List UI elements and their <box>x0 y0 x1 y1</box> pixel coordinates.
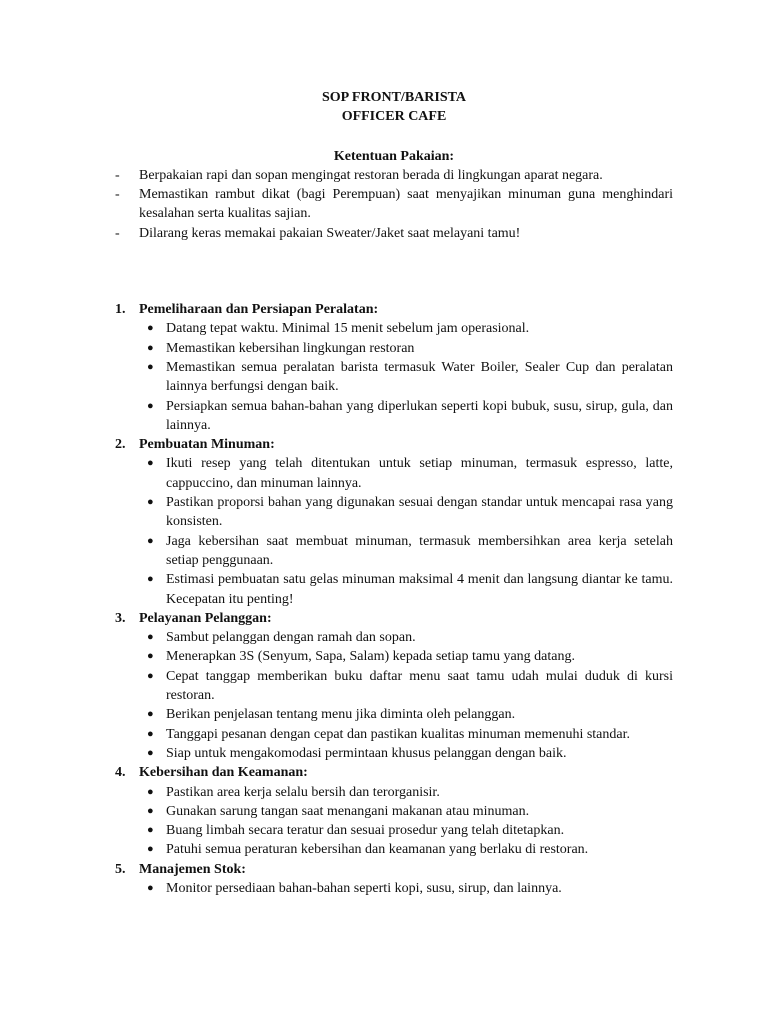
section-bullets <box>115 319 673 435</box>
list-item-text: Memastikan kebersihan lingkungan restoran <box>166 340 415 356</box>
list-item-text: Cepat tanggap memberikan buku daftar menu saat tamu udah mulai duduk di kursi restoran. <box>166 668 673 704</box>
bullet-icon: ● <box>147 727 154 740</box>
sop-section-3 <box>115 609 673 763</box>
section-number: 5. <box>115 861 126 877</box>
section-heading <box>115 860 673 879</box>
dash-marker: - <box>115 167 120 183</box>
section-title: Manajemen Stok: <box>139 861 246 877</box>
list-item-text: Pastikan proporsi bahan yang digunakan sesuai dengan standar untuk mencapai rasa yang konsisten. <box>166 495 673 530</box>
sop-section-5 <box>115 860 673 899</box>
section-number: 2. <box>115 437 126 453</box>
dress-code-item-text: Memastikan rambut dikat (bagi Perempuan) saat menyajikan minuman guna menghindari kesalahan serta kualitas sajian. <box>139 187 673 222</box>
sop-section-2 <box>115 435 673 609</box>
bullet-icon: ● <box>147 341 154 354</box>
dress-code-heading: Ketentuan Pakaian: <box>333 148 455 164</box>
list-item <box>115 840 673 859</box>
dress-code-item-text: Berpakaian rapi dan sopan mengingat restoran berada di lingkungan aparat negara. <box>139 167 603 183</box>
bullet-icon: ● <box>147 457 154 470</box>
bullet-icon: ● <box>147 631 154 644</box>
bullet-icon: ● <box>147 708 154 721</box>
list-item-text: Berikan penjelasan tentang menu jika diminta oleh pelanggan. <box>166 707 516 723</box>
list-item <box>115 802 673 821</box>
section-title: Pembuatan Minuman: <box>139 437 275 453</box>
list-item <box>115 783 673 802</box>
list-item <box>115 339 673 358</box>
list-item-text: Jaga kebersihan saat membuat minuman, termasuk membersihkan area kerja setelah setiap penggunaan. <box>166 533 673 568</box>
bullet-icon: ● <box>147 322 154 335</box>
dress-code-item <box>115 224 673 243</box>
bullet-icon: ● <box>147 881 154 894</box>
section-heading <box>115 435 673 454</box>
list-item-text: Monitor persediaan bahan-bahan seperti kopi, susu, sirup, dan lainnya. <box>166 880 562 896</box>
list-item <box>115 744 673 763</box>
section-title: Pelayanan Pelanggan: <box>139 610 272 626</box>
list-item <box>115 532 673 571</box>
bullet-icon: ● <box>147 399 154 412</box>
document-title-line-1: SOP FRONT/BARISTA <box>321 90 467 105</box>
list-item-text: Tanggapi pesanan dengan cepat dan pastikan kualitas minuman memenuhi standar. <box>166 726 630 742</box>
list-item <box>115 879 673 898</box>
bullet-icon: ● <box>147 360 154 373</box>
bullet-icon: ● <box>147 843 154 856</box>
list-item <box>115 647 673 666</box>
bullet-icon: ● <box>147 496 154 509</box>
list-item <box>115 628 673 647</box>
document-title-line-2: OFFICER CAFE <box>341 109 447 125</box>
list-item <box>115 570 673 609</box>
list-item-text: Estimasi pembuatan satu gelas minuman maksimal 4 menit dan langsung diantar ke tamu. Kecepatan itu penting! <box>166 572 673 607</box>
list-item-text: Patuhi semua peraturan kebersihan dan keamanan yang berlaku di restoran. <box>166 842 589 858</box>
bullet-icon: ● <box>147 669 154 682</box>
section-heading <box>115 763 673 782</box>
list-item <box>115 821 673 840</box>
list-item-text: Persiapkan semua bahan-bahan yang diperlukan seperti kopi bubuk, susu, sirup, gula, dan lainnya. <box>166 398 673 433</box>
section-bullets <box>115 879 673 898</box>
list-item <box>115 493 673 532</box>
sop-sections <box>115 300 673 898</box>
list-item <box>115 397 673 436</box>
list-item-text: Pastikan area kerja selalu bersih dan terorganisir. <box>166 784 440 800</box>
section-spacer <box>115 243 673 300</box>
section-number: 1. <box>115 302 126 318</box>
sop-section-4 <box>115 763 673 859</box>
dash-marker: - <box>115 187 120 203</box>
section-bullets <box>115 454 673 608</box>
dress-code-item <box>115 166 673 185</box>
list-item <box>115 705 673 724</box>
document-page <box>115 88 673 898</box>
bullet-icon: ● <box>147 824 154 837</box>
section-title: Pemeliharaan dan Persiapan Peralatan: <box>139 302 379 318</box>
list-item-text: Memastikan semua peralatan barista termasuk Water Boiler, Sealer Cup dan peralatan lainnya berfungsi dengan baik. <box>166 359 673 395</box>
bullet-icon: ● <box>147 573 154 586</box>
dress-code-list <box>115 166 673 243</box>
list-item-text: Ikuti resep yang telah ditentukan untuk setiap minuman, termasuk espresso, latte, cappuccino, dan minuman lainnya. <box>166 456 673 491</box>
list-item-text: Datang tepat waktu. Minimal 15 menit sebelum jam operasional. <box>166 321 530 337</box>
bullet-icon: ● <box>147 534 154 547</box>
section-bullets <box>115 628 673 763</box>
list-item-text: Siap untuk mengakomodasi permintaan khusus pelanggan dengan baik. <box>166 745 567 761</box>
list-item-text: Buang limbah secara teratur dan sesuai prosedur yang telah ditetapkan. <box>166 823 565 839</box>
list-item <box>115 454 673 493</box>
list-item-text: Gunakan sarung tangan saat menangani makanan atau minuman. <box>166 803 530 819</box>
dash-marker: - <box>115 225 120 241</box>
list-item <box>115 725 673 744</box>
sop-section-1 <box>115 300 673 435</box>
bullet-icon: ● <box>147 785 154 798</box>
bullet-icon: ● <box>147 650 154 663</box>
bullet-icon: ● <box>147 804 154 817</box>
section-heading <box>115 609 673 628</box>
list-item <box>115 667 673 706</box>
section-title: Kebersihan dan Keamanan: <box>139 765 308 781</box>
list-item <box>115 319 673 338</box>
section-number: 3. <box>115 610 126 626</box>
list-item-text: Menerapkan 3S (Senyum, Sapa, Salam) kepada setiap tamu yang datang. <box>166 649 575 665</box>
section-bullets <box>115 783 673 860</box>
dress-code-item-text: Dilarang keras memakai pakaian Sweater/Jaket saat melayani tamu! <box>139 225 521 241</box>
section-heading <box>115 300 673 319</box>
dress-code-item <box>115 185 673 224</box>
section-number: 4. <box>115 765 126 781</box>
list-item-text: Sambut pelanggan dengan ramah dan sopan. <box>166 630 416 646</box>
list-item <box>115 358 673 397</box>
bullet-icon: ● <box>147 746 154 759</box>
